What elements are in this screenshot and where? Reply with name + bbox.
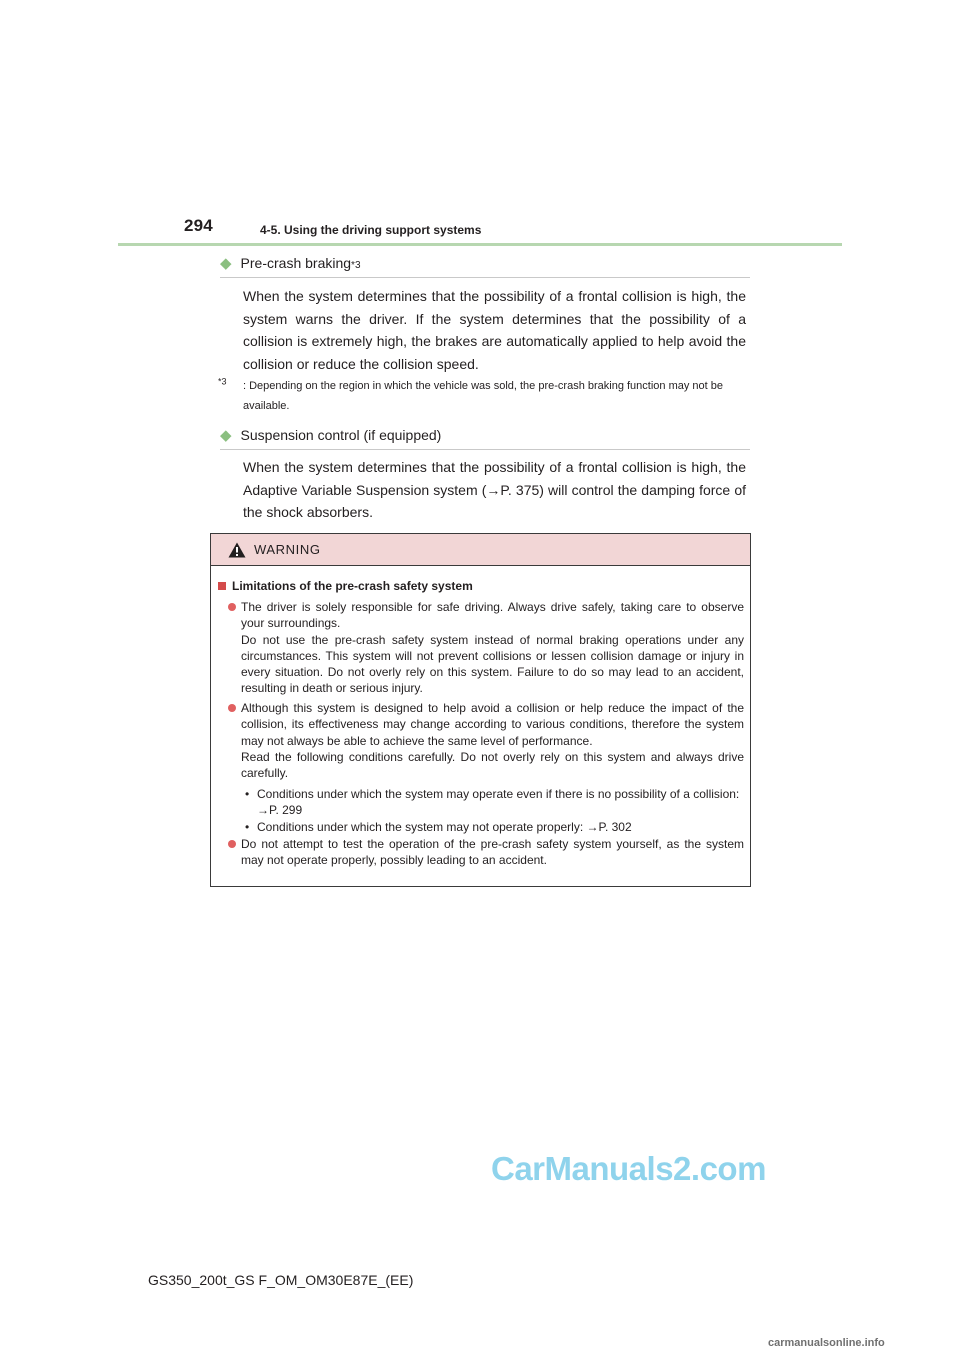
subitem-marker: •	[245, 820, 250, 834]
warning-subitem	[245, 786, 741, 819]
warning-subitem-text: Conditions under which the system may operate even if there is no possibility of a collision: →P. 299	[257, 787, 740, 818]
warning-heading	[218, 579, 473, 593]
document-code: GS350_200t_GS F_OM_OM30E87E_(EE)	[148, 1272, 414, 1288]
warning-label: WARNING	[254, 542, 321, 557]
circle-bullet-icon	[228, 603, 236, 611]
subsection-heading-suspension-control	[220, 426, 441, 444]
footnote	[218, 376, 746, 416]
warning-bullet	[228, 599, 744, 697]
warning-bullet	[228, 700, 744, 781]
header-divider	[118, 243, 842, 246]
diamond-bullet-icon: ◆	[220, 255, 232, 272]
subitem-marker: •	[245, 787, 250, 801]
watermark-logo: CarManuals2.com	[491, 1150, 766, 1187]
warning-bullet-text: The driver is solely responsible for safe driving. Always drive safely, taking care to observe your surroundings.	[241, 600, 744, 631]
warning-bullet-text: Although this system is designed to help avoid a collision or help reduce the impact of the collision, its effectiveness may change according to various conditions, therefore the system may not always be able to achieve the same level of performance.	[241, 701, 744, 748]
warning-bullet	[228, 836, 744, 869]
paragraph-pre-crash-braking: When the system determines that the possibility of a frontal collision is high, the system warns the driver. If the system determines that the possibility of a collision is extremely high, the brakes are automatically applied to help avoid the collision or reduce the collision speed.	[243, 288, 746, 372]
subsection-heading-text: Pre-crash braking	[240, 255, 352, 271]
warning-subitem-text: Conditions under which the system may not operate properly: →P. 302	[257, 820, 632, 834]
section-title: 4-5. Using the driving support systems	[260, 223, 482, 237]
footnote-mark: *3	[218, 376, 227, 387]
warning-triangle-icon	[228, 542, 246, 558]
diamond-bullet-icon: ◆	[220, 427, 232, 444]
warning-subitem	[245, 819, 741, 835]
warning-bullet-text: Do not attempt to test the operation of the pre-crash safety system yourself, as the system may not operate properly, possibly leading to an accident.	[241, 837, 744, 868]
warning-bullet-text: Read the following conditions carefully. Do not overly rely on this system and always drive carefully.	[241, 749, 744, 781]
subsection-divider	[220, 277, 750, 278]
square-bullet-icon	[218, 582, 226, 590]
subsection-divider	[220, 449, 750, 450]
subsection-heading-text: Suspension control (if equipped)	[240, 427, 442, 443]
subsection-heading-pre-crash-braking: ◆ Pre-crash braking *3	[220, 255, 361, 272]
page-number: 294	[184, 216, 213, 235]
warning-header	[211, 534, 750, 566]
warning-bullet-text: Do not use the pre-crash safety system instead of normal braking operations under any circumstances. This system will not prevent collisions or lessen collision damage or injury in every situation. Do not overly rely on this system. Failure to do so may lead to an accident, resulting in death or serious injury.	[241, 632, 744, 696]
footnote-text: : Depending on the region in which the vehicle was sold, the pre-crash braking function may not be available.	[243, 380, 724, 412]
paragraph-suspension-control: When the system determines that the possibility of a frontal collision is high, the Adaptive Variable Suspension system (→P. 375) will control the damping force of the shock absorbers.	[243, 459, 746, 520]
site-logo: carmanualsonline.info	[768, 1337, 885, 1349]
warning-box	[210, 533, 751, 887]
circle-bullet-icon	[228, 704, 236, 712]
warning-heading-text: Limitations of the pre-crash safety system	[232, 579, 473, 593]
circle-bullet-icon	[228, 840, 236, 848]
